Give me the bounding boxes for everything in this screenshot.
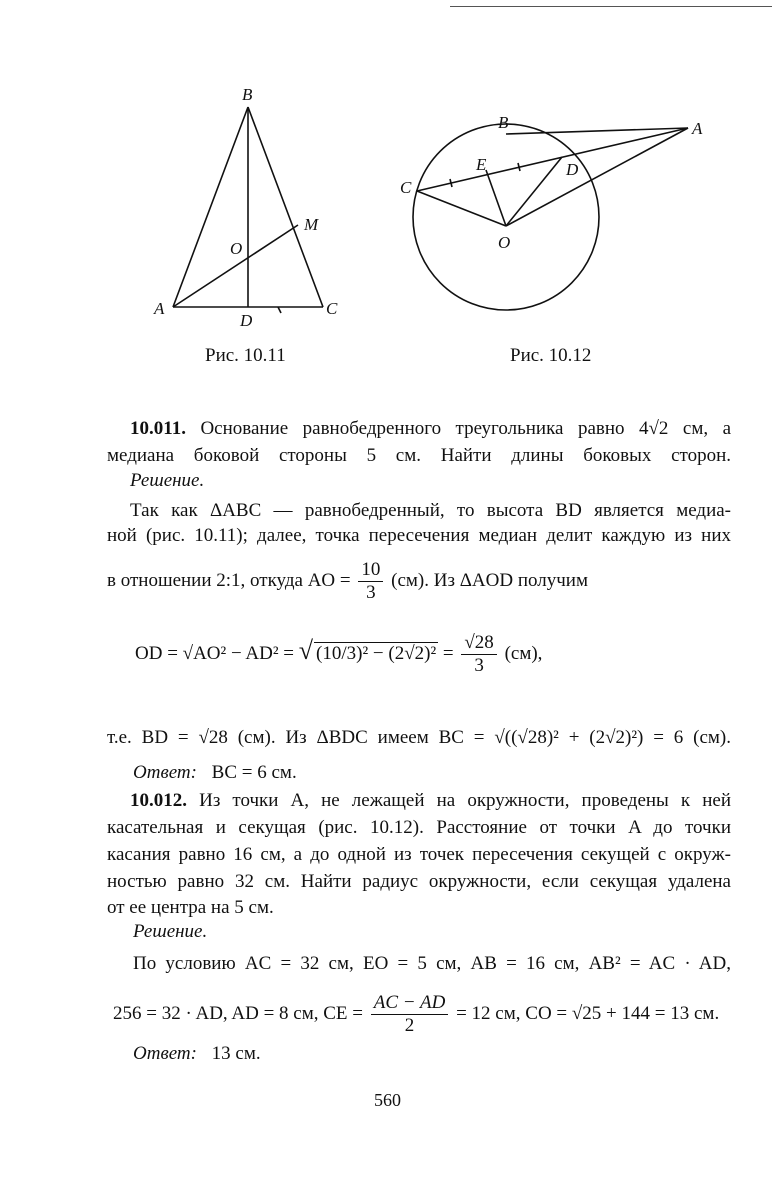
label-c: C [326, 299, 338, 318]
eq1-unit: (см), [504, 642, 543, 664]
label-a: A [692, 119, 703, 138]
side-bc [248, 107, 323, 307]
problem2-line1 [130, 788, 731, 814]
problem1-answer [133, 762, 297, 784]
fraction-denominator: 3 [366, 582, 376, 603]
problem2-statement-l4: ностью равно 32 см. Найти радиус окружности, если секущая удалена [107, 871, 731, 892]
label-d: D [566, 160, 579, 179]
problem2-number: 10.012. [130, 790, 187, 811]
fraction-sqrt28-3 [461, 632, 496, 677]
figure-10-11 [140, 80, 360, 335]
problem1-statement-l2: медиана боковой стороны 5 см. Найти длины боковых сторон. [107, 445, 731, 466]
problem1-sol-l2: ной (рис. 10.11); далее, точка пересечения медиан делит каждую из них [107, 525, 731, 546]
label-a: A [154, 299, 165, 318]
caption-fig-10-11: Рис. 10.11 [205, 345, 286, 366]
label-o: O [498, 233, 511, 252]
answer-label: Ответ: [133, 762, 197, 783]
label-d: D [240, 311, 253, 330]
fraction-10-3 [358, 559, 383, 604]
answer-value: 13 см. [211, 1043, 261, 1064]
median-am [173, 225, 298, 307]
tick-1 [450, 179, 452, 187]
eq1-root: (10/3)² − (2√2)² [316, 642, 437, 664]
problem2-statement-l2: касательная и секущая (рис. 10.12). Расстояние от точки A до точки [107, 817, 731, 838]
tick-mark [278, 307, 281, 313]
fraction-numerator: AC − AD [371, 992, 449, 1015]
problem1-equation-od: OD = √AO² − AD² = √ (10/3)² − (2√2)² = $\frac{√28}{3}$ (см), [135, 632, 543, 676]
problem1-number: 10.011. [130, 418, 186, 439]
fraction-denominator: 3 [474, 655, 484, 676]
problem2-statement-l3: касания равно 16 см, а до одной из точек пересечения секущей с окруж- [107, 844, 731, 865]
problem2-statement-l5: от ее центра на 5 см. [107, 897, 274, 918]
tick-2 [518, 163, 520, 171]
sol-l3-text-b: (см). Из ΔAOD получим [391, 569, 588, 591]
problem1-solution-label: Решение. [130, 470, 205, 491]
sol2-text-a: 256 = 32 · AD, AD = 8 см, CE = [113, 1002, 363, 1024]
segment-ao [506, 128, 688, 226]
problem1-line1 [130, 416, 731, 442]
side-ba [173, 107, 248, 307]
label-m: M [304, 215, 319, 234]
figure-10-12 [390, 110, 720, 325]
problem2-statement-l1: Из точки A, не лежащей на окружности, проведены к ней [199, 790, 732, 811]
fraction-ce [371, 992, 449, 1037]
segment-co [417, 191, 506, 226]
sol2-text-b: = 12 см, CO = √25 + 144 = 13 см. [456, 1002, 720, 1024]
eq1-equals: = [442, 642, 454, 664]
problem2-sol-l2 [113, 992, 719, 1037]
label-b: B [242, 85, 253, 104]
label-b: B [498, 113, 509, 132]
label-o: O [230, 239, 243, 258]
sol-l3-text-a: в отношении 2:1, откуда AO = [107, 569, 351, 591]
label-c: C [400, 178, 412, 197]
page-number: 560 [374, 1090, 401, 1110]
label-e: E [476, 155, 487, 174]
answer-label: Ответ: [133, 1043, 197, 1064]
problem2-answer [133, 1043, 261, 1065]
circle [413, 124, 599, 310]
fraction-numerator: 10 [358, 559, 383, 582]
segment-eo [486, 170, 506, 226]
caption-fig-10-12: Рис. 10.12 [510, 345, 592, 366]
segment-do [506, 157, 562, 226]
fraction-denominator: 2 [404, 1015, 415, 1036]
problem1-sol-l1: Так как ΔABC — равнобедренный, то высота BD является медиа- [130, 500, 731, 521]
problem1-statement-l1: Основание равнобедренного треугольника равно 4√2 см, а [200, 418, 731, 439]
problem2-solution-label: Решение. [133, 921, 208, 942]
problem2-sol-l1: По условию AC = 32 см, EO = 5 см, AB = 16 см, AB² = AC · AD, [133, 953, 731, 974]
problem1-sol-l3 [107, 559, 588, 604]
fraction-numerator: √28 [461, 632, 496, 655]
answer-value: BC = 6 см. [211, 762, 297, 783]
header-rule [450, 6, 772, 7]
eq1-left: OD = √AO² − AD² = [135, 642, 294, 664]
problem1-sol-l5: т.е. BD = √28 (см). Из ΔBDC имеем BC = √((√28)² + (2√2)²) = 6 (см). [107, 727, 731, 748]
